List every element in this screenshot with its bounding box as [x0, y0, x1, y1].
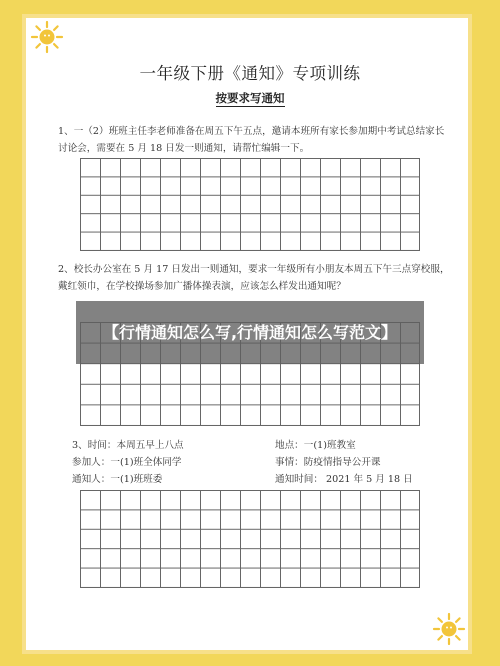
sun-icon	[432, 612, 466, 646]
question-3-place: 地点：一(1)班教室	[275, 440, 356, 451]
writing-grid-3[interactable]	[80, 490, 420, 588]
question-3-right	[275, 437, 413, 488]
question-1: 1、一（2）班班主任李老师准备在周五下午五点，邀请本班所有家长参加期中考试总结家长讨论会，需要在 5 月 18 日发一则通知，请帮忙编辑一下。	[58, 126, 445, 154]
page-title: 一年级下册《通知》专项训练	[139, 64, 361, 83]
question-3-notifier: 通知人：一(1)班班委	[72, 474, 163, 485]
section-subtitle	[0, 90, 500, 106]
title-banner[interactable]	[76, 301, 424, 364]
banner-title[interactable]: 【行情通知怎么写,行情通知怎么写范文】	[102, 322, 398, 342]
question-3-left	[72, 437, 184, 488]
question-3-matter: 事情：防疫情指导公开课	[275, 457, 381, 468]
question-2: 2、校长办公室在 5 月 17 日发出一则通知，要求一年级所有小朋友本周五下午三点穿校服，戴红领巾，在学校操场参加广播体操表演，应该怎么样发出通知呢？	[58, 264, 450, 292]
question-3-notice-time: 通知时间： 2021 年 5 月 18 日	[275, 474, 413, 485]
subtitle-text: 按要求写通知	[215, 91, 285, 105]
question-3-time: 3、时间：本周五早上八点	[72, 440, 184, 451]
sun-icon	[30, 20, 64, 54]
question-3-participants: 参加人：一(1)班全体同学	[72, 457, 182, 468]
writing-grid-1[interactable]	[80, 158, 420, 251]
